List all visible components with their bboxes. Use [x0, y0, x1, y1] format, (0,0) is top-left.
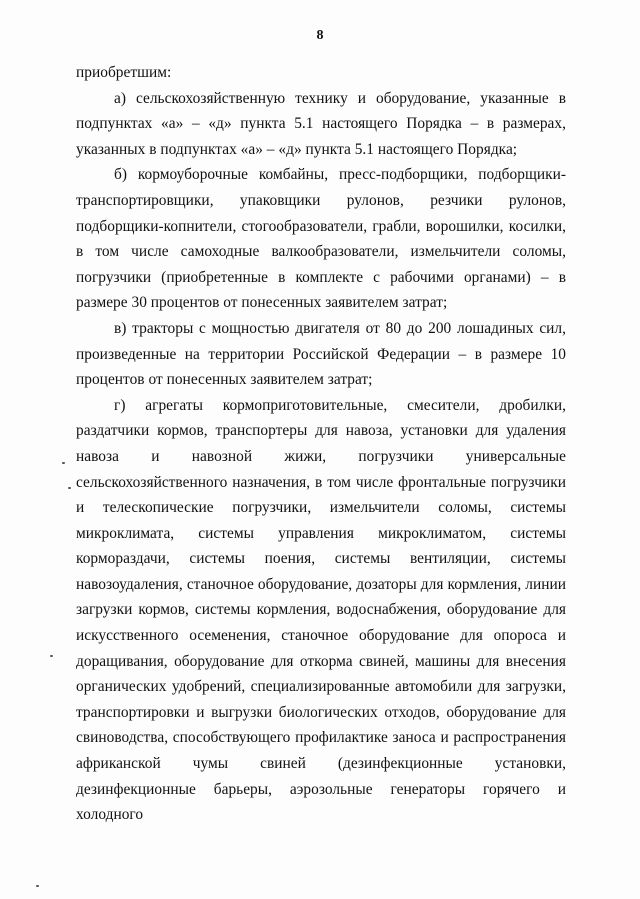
page-number: 8 [316, 28, 324, 43]
document-body [76, 60, 566, 828]
scan-speck [68, 487, 71, 489]
scan-speck [36, 885, 39, 887]
scan-speck [62, 462, 65, 464]
paragraph-item-b: б) кормоуборочные комбайны, пресс-подборщики, подборщики-транспортировщики, упаковщики рулонов, резчики рулонов, подборщики-копнители, стогообразователи, грабли, ворошилки, косилки, в том числе самоходные валкообразователи, измельчители соломы, погрузчики (приобретенные в комплекте с рабочими органами) – в размере 30 процентов от понесенных заявителем затрат; [76, 166, 566, 312]
scan-speck [50, 655, 53, 657]
paragraph-item-g: г) агрегаты кормоприготовительные, смесители, дробилки, раздатчики кормов, транспортеры для навоза, установки для удаления навоза и навозной жижи, погрузчики универсальные сельскохозяйственного назначения, в том числе фронтальные погрузчики и телескопические погрузчики, измельчители соломы, системы микроклимата, системы управления микроклиматом, системы кормораздачи, системы поения, системы вентиляции, системы навозоудаления, станочное оборудование, дозаторы для кормления, линии загрузки кормов, системы кормления, водоснабжения, оборудование для искусственного осеменения, станочное оборудование для опороса и доращивания, оборудование для откорма свиней, машины для внесения органических удобрений, специализированные автомобили для загрузки, транспортировки и выгрузки биологических отходов, оборудование для свиноводства, способствующего профилактике заноса и распространения африканской чумы свиней (дезинфекционные установки, дезинфекционные барьеры, аэрозольные генераторы горячего и холодного [76, 396, 566, 824]
paragraph-intro: приобретшим: [76, 64, 172, 81]
paragraph-item-v: в) тракторы с мощностью двигателя от 80 до 200 лошадиных сил, произведенные на территории Российской Федерации – в размере 10 процентов от понесенных заявителем затрат; [76, 319, 566, 389]
paragraph-item-a: а) сельскохозяйственную технику и оборудование, указанные в подпунктах «а» – «д» пункта 5.1 настоящего Порядка – в размерах, указанных в подпунктах «а» – «д» пункта 5.1 настоящего Порядка; [76, 89, 566, 158]
